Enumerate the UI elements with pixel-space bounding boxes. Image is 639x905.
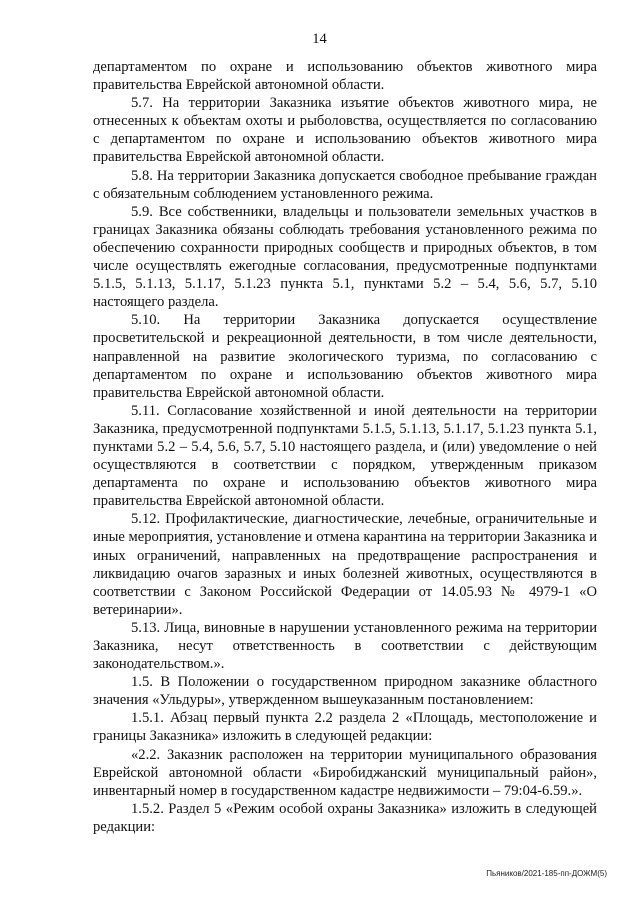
paragraph-continuation: департаментом по охране и использованию объектов животного мира правительства Еврейской автономной области. <box>93 59 597 94</box>
paragraph-1-5: 1.5. В Положении о государственном природном заказнике областного значения «Ульдуры», утвержденном вышеуказанным постановлением: <box>93 674 597 709</box>
paragraph-5-11: 5.11. Согласование хозяйственной и иной деятельности на территории Заказника, предусмотренной подпунктами 5.1.5, 5.1.13, 5.1.17, 5.1.23 пункта 5.1, пунктами 5.2 – 5.4, 5.6, 5.7, 5.10 настоящего раздела, и (или) уведомление о ней осуществляются в соответствии с порядком, утвержденным приказом департамента по охране и использованию объектов животного мира правительства Еврейской автономной области. <box>93 402 597 510</box>
paragraph-5-12: 5.12. Профилактические, диагностические, лечебные, ограничительные и иные мероприятия, установление и отмена карантина на территории Заказника и иных ограничений, направленных на предотвращение распространения и ликвидацию очагов заразных и иных болезней животных, осуществляются в соответствии с Законом Российской Федерации от 14.05.93 № 4979-1 «О ветеринарии». <box>93 511 598 618</box>
paragraph-1-5-1: 1.5.1. Абзац первый пункта 2.2 раздела 2 «Площадь, местоположение и границы Заказника» изложить в следующей редакции: <box>93 710 597 745</box>
paragraph-1-5-2: 1.5.2. Раздел 5 «Режим особой охраны Заказника» изложить в следующей редакции: <box>93 800 597 835</box>
paragraph-5-7: 5.7. На территории Заказника изъятие объектов животного мира, не отнесенных к объектам охоты и рыболовства, осуществляется по согласованию с департаментом по охране и использованию объектов животного мира правительства Еврейской автономной области. <box>93 95 597 166</box>
document-body <box>93 58 597 836</box>
page-number: 14 <box>312 31 327 47</box>
document-code: Пьяников/2021-185-пп-ДОЖМ(5) <box>486 869 607 878</box>
paragraph-2-2-quote: «2.2. Заказник расположен на территории муниципального образования Еврейской автономной области «Биробиджанский муниципальный район», инвентарный номер в государственном кадастре недвижимости – 79:04-6.59.». <box>93 746 597 799</box>
paragraph-5-9: 5.9. Все собственники, владельцы и пользователи земельных участков в границах Заказника обязаны соблюдать требования установленного режима по обеспечению сохранности природных сообществ и природных объектов, в том числе осуществлять ежегодные согласования, предусмотренные подпунктами 5.1.5, 5.1.13, 5.1.17, 5.1.23 пункта 5.1, пунктами 5.2 – 5.4, 5.6, 5.7, 5.10 настоящего раздела. <box>93 203 597 311</box>
paragraph-5-10: 5.10. На территории Заказника допускается осуществление просветительской и рекреационной деятельности, в том числе деятельности, направленной на развитие экологического туризма, по согласованию с департаментом по охране и использованию объектов животного мира правительства Еврейской автономной области. <box>93 312 597 401</box>
paragraph-5-8: 5.8. На территории Заказника допускается свободное пребывание граждан с обязательным соблюдением установленного режима. <box>93 167 597 202</box>
paragraph-5-13: 5.13. Лица, виновные в нарушении установленного режима на территории Заказника, несут ответственность в соответствии с действующим законодательством.». <box>93 619 597 673</box>
